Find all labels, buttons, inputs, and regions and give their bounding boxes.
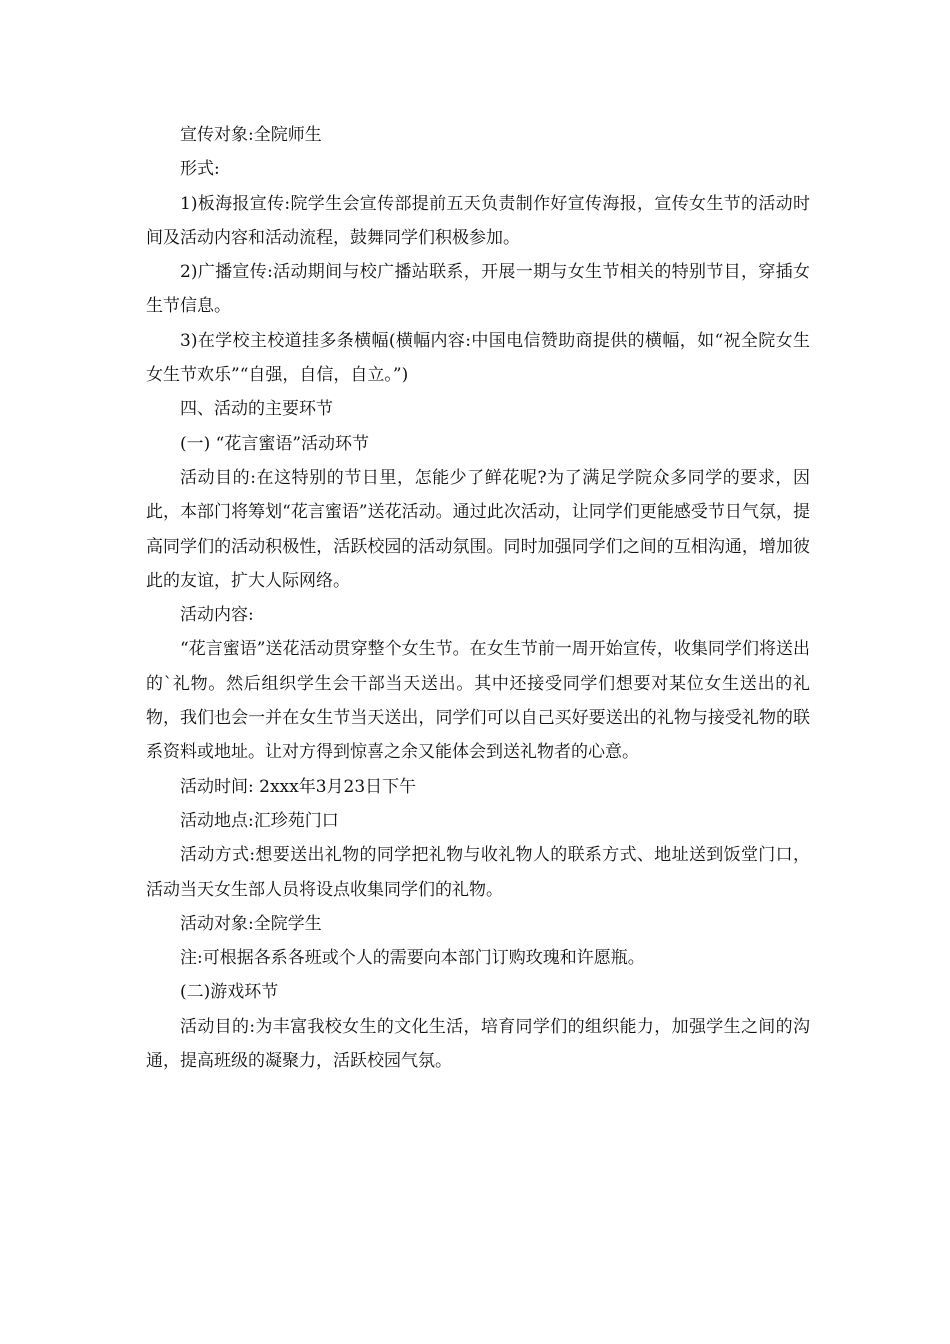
paragraph-event-time: 活动时间: 2xxx年3月23日下午 xyxy=(180,776,417,797)
paragraph-event-method: 活动方式:想要送出礼物的同学把礼物与收礼物人的联系方式、地址送到饭堂门口，活动当天女生部人员将设点收集同学们的礼物。 xyxy=(146,845,810,900)
paragraph-flower-purpose: 活动目的:在这特别的节日里，怎能少了鲜花呢?为了满足学院众多同学的要求，因此，本部门将筹划“花言蜜语”送花活动。通过此次活动，让同学们更能感受节日气氛，提高同学们的活动积极性，活跃校园的活动氛围。同时加强同学们之间的互相沟通，增加彼此的友谊，扩大人际网络。 xyxy=(146,467,810,591)
subsection-heading-games: (二)游戏环节 xyxy=(180,982,279,1003)
paragraph-form-heading: 形式: xyxy=(180,159,220,180)
paragraph-event-audience: 活动对象:全院学生 xyxy=(180,913,322,934)
section-heading-main-segments: 四、活动的主要环节 xyxy=(180,399,333,420)
paragraph-broadcast-promo: 2)广播宣传:活动期间与校广播站联系，开展一期与女生节相关的特别节目，穿插女生节信息。 xyxy=(146,262,810,317)
paragraph-audience: 宣传对象:全院师生 xyxy=(180,125,322,145)
paragraph-content-heading: 活动内容: xyxy=(180,605,254,626)
paragraph-poster-promo: 1)板海报宣传:院学生会宣传部提前五天负责制作好宣传海报，宣传女生节的活动时间及活动内容和活动流程，鼓舞同学们积极参加。 xyxy=(146,193,810,248)
paragraph-games-purpose: 活动目的:为丰富我校女生的文化生活，培育同学们的组织能力，加强学生之间的沟通，提高班级的凝聚力，活跃校园气氛。 xyxy=(146,1016,810,1072)
paragraph-note: 注:可根据各系各班或个人的需要向本部门订购玫瑰和许愿瓶。 xyxy=(180,948,645,969)
subsection-heading-flower: (一) “花言蜜语”活动环节 xyxy=(180,433,370,454)
paragraph-banner-promo: 3)在学校主校道挂多条横幅(横幅内容:中国电信赞助商提供的横幅，如“祝全院女生女生节欢乐”“自强，自信，自立。”) xyxy=(146,330,810,386)
paragraph-event-location: 活动地点:汇珍苑门口 xyxy=(180,810,339,831)
paragraph-flower-content: “花言蜜语”送花活动贯穿整个女生节。在女生节前一周开始宣传，收集同学们将送出的`礼物。然后组织学生会干部当天送出。其中还接受同学们想要对某位女生送出的礼物，我们也会一并在女生节当天送出，同学们可以自己买好要送出的礼物与接受礼物的联系资料或地址。让对方得到惊喜之余又能体会到送礼物者的心意。 xyxy=(146,639,810,763)
document-page xyxy=(146,118,810,1078)
